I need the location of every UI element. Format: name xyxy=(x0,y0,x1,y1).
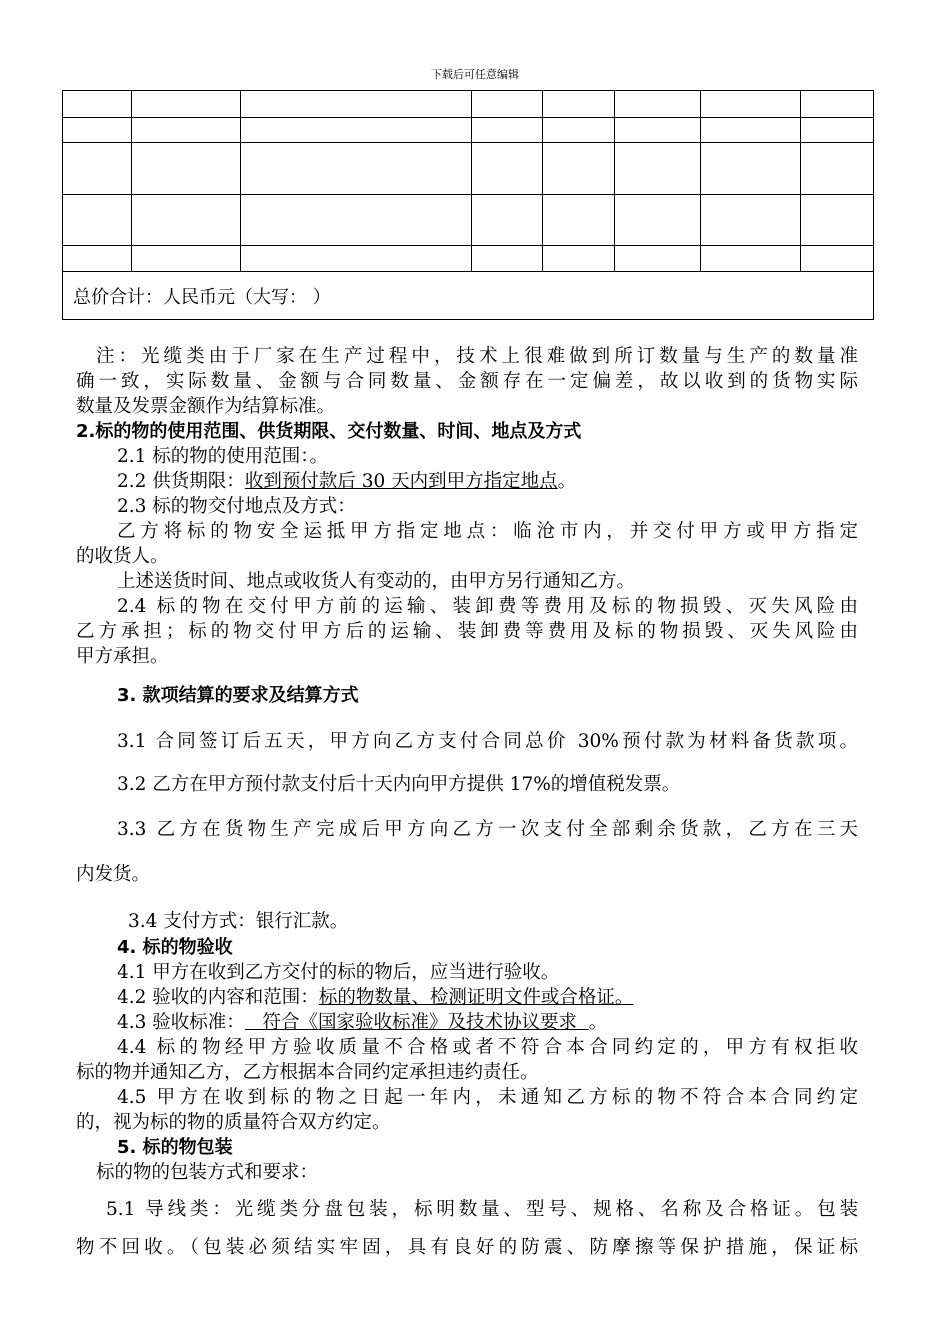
clause-3-3-line-1: 3.3 乙方在货物生产完成后甲方向乙方一次支付全部剩余货款，乙方在三天 xyxy=(117,819,858,840)
table-cell xyxy=(615,143,701,195)
table-cell xyxy=(241,246,472,272)
table-cell xyxy=(63,246,132,272)
table-cell xyxy=(701,118,801,143)
table-row xyxy=(63,195,874,246)
table-cell xyxy=(132,91,241,118)
table-cell xyxy=(132,118,241,143)
note-line-1: 注：光缆类由于厂家在生产过程中，技术上很难做到所订数量与生产的数量准 xyxy=(96,346,858,367)
clause-2-3-b: 上述送货时间、地点或收货人有变动的，由甲方另行通知乙方。 xyxy=(117,571,636,592)
table-cell xyxy=(801,246,874,272)
table-cell xyxy=(615,195,701,246)
table-cell xyxy=(543,91,615,118)
inspection-scope-value: 标的物数量、检测证明文件或合格证。 xyxy=(318,987,634,1008)
table-cell xyxy=(132,246,241,272)
clause-5-1-line-2: 物不回收。（包装必须结实牢固，具有良好的防震、防摩擦等保护措施，保证标 xyxy=(76,1237,858,1258)
clause-2-2-label: 2.2 供货期限： xyxy=(117,471,245,492)
table-row xyxy=(63,118,874,143)
table-cell xyxy=(241,91,472,118)
table-cell xyxy=(701,195,801,246)
note-line-3: 数量及发票金额作为结算标准。 xyxy=(76,396,336,417)
table-cell xyxy=(241,195,472,246)
table-cell xyxy=(701,246,801,272)
total-price-cell: 总价合计：人民币元（大写： ） xyxy=(63,272,874,320)
table-row xyxy=(63,91,874,118)
table-cell xyxy=(701,143,801,195)
table-cell xyxy=(543,118,615,143)
packaging-intro: 标的物的包装方式和要求： xyxy=(96,1162,319,1183)
clause-4-4-line-2: 标的物并通知乙方，乙方根据本合同约定承担违约责任。 xyxy=(76,1062,539,1083)
table-cell xyxy=(472,246,543,272)
clause-2-4-line-3: 甲方承担。 xyxy=(76,646,169,667)
table-cell xyxy=(801,118,874,143)
table-total-row xyxy=(63,272,874,320)
table-cell xyxy=(701,91,801,118)
table-row xyxy=(63,143,874,195)
section-2-title: 2.标的物的使用范围、供货期限、交付数量、时间、地点及方式 xyxy=(76,421,582,442)
table-cell xyxy=(801,91,874,118)
table-cell xyxy=(472,91,543,118)
clause-4-3-label: 4.3 验收标准： xyxy=(117,1012,245,1033)
table-cell xyxy=(63,195,132,246)
clause-4-4-line-1: 4.4 标的物经甲方验收质量不合格或者不符合本合同约定的，甲方有权拒收 xyxy=(117,1037,858,1058)
table-cell xyxy=(615,91,701,118)
table-row xyxy=(63,246,874,272)
clause-3-2: 3.2 乙方在甲方预付款支付后十天内向甲方提供 17%的增值税发票。 xyxy=(117,774,681,795)
section-5-title: 5. 标的物包装 xyxy=(117,1137,233,1158)
note-line-2: 确一致，实际数量、金额与合同数量、金额存在一定偏差，故以收到的货物实际 xyxy=(76,371,858,392)
section-3-title: 3. 款项结算的要求及结算方式 xyxy=(117,685,359,706)
clause-2-1: 2.1 标的物的使用范围：。 xyxy=(117,446,329,467)
table-cell xyxy=(132,143,241,195)
clause-2-4-line-2: 乙方承担；标的物交付甲方后的运输、装卸费等费用及标的物损毁、灭失风险由 xyxy=(76,621,858,642)
clause-4-5-line-2: 的，视为标的物的质量符合双方约定。 xyxy=(76,1112,391,1133)
table-cell xyxy=(63,143,132,195)
table-cell xyxy=(543,195,615,246)
clause-4-2-label: 4.2 验收的内容和范围： xyxy=(117,987,319,1008)
clause-4-3 xyxy=(117,1011,607,1035)
page-header: 下载后可任意编辑 xyxy=(431,68,519,81)
clause-2-2 xyxy=(117,470,576,494)
table-cell xyxy=(241,118,472,143)
clause-2-4-line-1: 2.4 标的物在交付甲方前的运输、装卸费等费用及标的物损毁、灭失风险由 xyxy=(117,596,858,617)
table-cell xyxy=(543,143,615,195)
inspection-standard-value: 符合《国家验收标准》及技术协议要求 xyxy=(244,1012,589,1033)
clause-3-4: 3.4 支付方式：银行汇款。 xyxy=(128,911,349,932)
clause-4-3-end: 。 xyxy=(588,1012,608,1033)
clause-4-1: 4.1 甲方在收到乙方交付的标的物后，应当进行验收。 xyxy=(117,962,560,983)
clause-4-2 xyxy=(117,986,633,1010)
table-cell xyxy=(472,118,543,143)
clause-2-3: 2.3 标的物交付地点及方式： xyxy=(117,496,356,517)
clause-5-1-line-1: 5.1 导线类：光缆类分盘包装，标明数量、型号、规格、名称及合格证。包装 xyxy=(106,1199,858,1220)
section-4-title: 4. 标的物验收 xyxy=(117,937,233,958)
clause-3-1: 3.1 合同签订后五天，甲方向乙方支付合同总价 30%预付款为材料备货款项。 xyxy=(117,731,858,752)
table-cell xyxy=(472,143,543,195)
table-cell xyxy=(63,118,132,143)
table-cell xyxy=(801,143,874,195)
clause-2-2-end: 。 xyxy=(557,471,577,492)
supply-period-value: 收到预付款后 30 天内到甲方指定地点 xyxy=(244,471,558,492)
table-cell xyxy=(543,246,615,272)
table-cell xyxy=(132,195,241,246)
table-cell xyxy=(63,91,132,118)
clause-4-5-line-1: 4.5 甲方在收到标的物之日起一年内，未通知乙方标的物不符合本合同约定 xyxy=(117,1087,858,1108)
goods-table xyxy=(62,90,874,320)
table-cell xyxy=(241,143,472,195)
clause-3-3-line-2: 内发货。 xyxy=(76,864,151,885)
table-cell xyxy=(615,246,701,272)
table-cell xyxy=(615,118,701,143)
table-cell xyxy=(472,195,543,246)
clause-2-3-a-line-2: 的收货人。 xyxy=(76,546,169,567)
clause-2-3-a-line-1: 乙方将标的物安全运抵甲方指定地点：临沧市内，并交付甲方或甲方指定 xyxy=(117,521,858,542)
table-cell xyxy=(801,195,874,246)
